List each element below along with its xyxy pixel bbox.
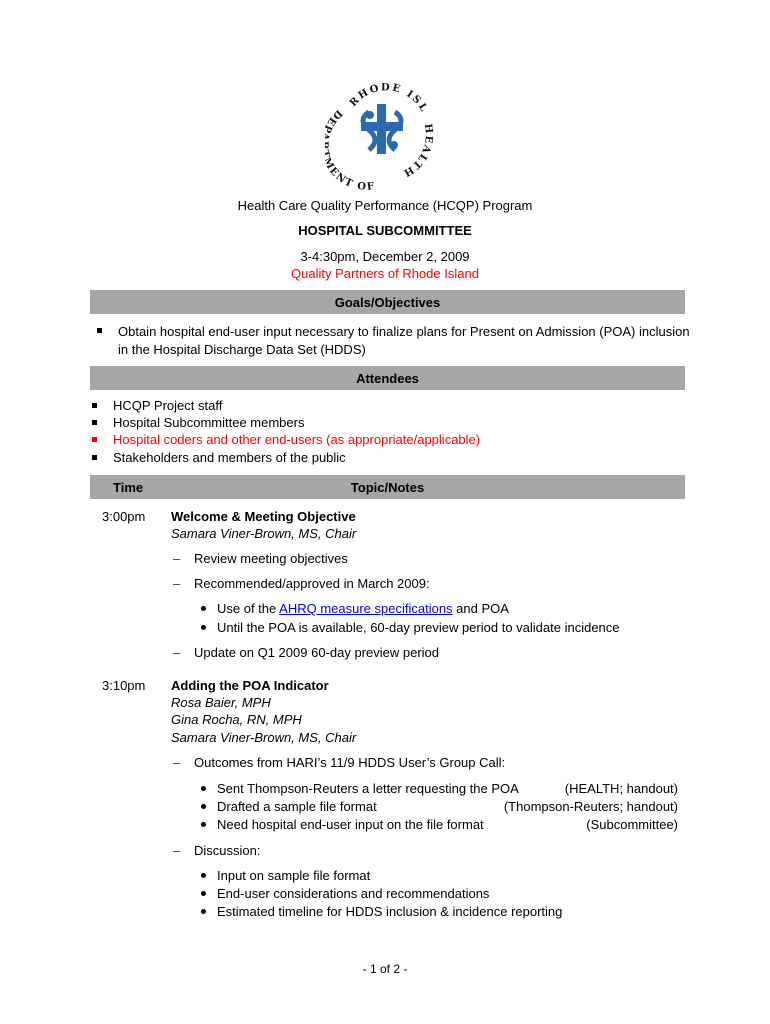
outcome-note: (HEALTH; handout) — [564, 781, 678, 796]
discussion-item: Estimated timeline for HDDS inclusion & incidence reporting — [217, 904, 563, 919]
dash-marker: – — [173, 843, 181, 858]
logo-left-text: DE ENT OF — [325, 107, 377, 190]
outcome-note: (Subcommittee) — [586, 817, 678, 832]
attendee-item: Stakeholders and members of the public — [113, 450, 346, 465]
subcommittee-title: HOSPITAL SUBCOMMITTEE — [298, 223, 472, 238]
agenda-subpoint: Use of the AHRQ measure specifications and POA — [217, 601, 509, 616]
rhode-island-department-of-health-logo — [325, 62, 445, 190]
dash-marker: – — [173, 755, 181, 770]
goal-line-1: Obtain hospital end-user input necessary to finalize plans for Present on Admission (POA) inclusion — [118, 324, 690, 339]
logo-right-text: HEALTH — [400, 123, 435, 179]
outcome-text: Drafted a sample file format — [217, 799, 377, 814]
bullet-dot-icon — [201, 804, 206, 809]
agenda-note: Outcomes from HARI’s 11/9 HDDS User’s Group Call: — [194, 755, 506, 770]
discussion-item: End-user considerations and recommendations — [217, 886, 490, 901]
bullet-dot-icon — [201, 625, 206, 630]
bullet-dot-icon — [201, 891, 206, 896]
meeting-location: Quality Partners of Rhode Island — [291, 266, 479, 281]
attendees-title: Attendees — [356, 371, 419, 386]
bullet-dot-icon — [201, 873, 206, 878]
dash-marker: – — [173, 645, 181, 660]
agenda-time: 3:10pm — [102, 678, 146, 693]
bullet-square-icon — [92, 437, 97, 442]
dash-marker: – — [173, 551, 181, 566]
bullet-dot-icon — [201, 822, 206, 827]
agenda-item-title: Adding the POA Indicator — [171, 678, 329, 693]
discussion-item: Input on sample file format — [217, 868, 371, 883]
agenda-note: Update on Q1 2009 60-day preview period — [194, 645, 439, 660]
page-number: - 1 of 2 - — [362, 962, 408, 976]
bullet-square-icon — [92, 455, 97, 460]
attendees-header-bar — [90, 366, 685, 390]
attendee-item: HCQP Project staff — [113, 398, 223, 413]
agenda-note: Review meeting objectives — [194, 551, 348, 566]
agenda-note: Recommended/approved in March 2009: — [194, 576, 430, 591]
ahrq-measure-specifications-link[interactable]: AHRQ measure specifications — [279, 601, 453, 616]
bullet-square-icon — [97, 328, 102, 333]
attendee-item: Hospital coders and other end-users (as appropriate/applicable) — [113, 432, 481, 447]
goals-title: Goals/Objectives — [334, 295, 441, 310]
program-title: Health Care Quality Performance (HCQP) Program — [237, 198, 533, 213]
topic-column-header: Topic/Notes — [350, 480, 425, 495]
agenda-note: Discussion: — [194, 843, 261, 858]
bullet-square-icon — [92, 403, 97, 408]
bullet-dot-icon — [201, 786, 206, 791]
svg-text:HEALTH — [400, 123, 434, 178]
outcome-note: (Thompson-Reuters; handout) — [503, 799, 678, 814]
agenda-time: 3:00pm — [102, 509, 146, 524]
bullet-dot-icon — [201, 606, 206, 611]
logo-top-text: RHODE ISL — [347, 82, 430, 116]
presenter-name: Gina Rocha, RN, MPH — [171, 712, 302, 727]
agenda-subpoint: Until the POA is available, 60-day preview period to validate incidence — [217, 620, 620, 635]
presenter-name: Samara Viner-Brown, MS, Chair — [171, 730, 357, 745]
outcome-text: Need hospital end-user input on the file format — [217, 817, 484, 832]
outcome-text: Sent Thompson-Reuters a letter requesting the POA — [217, 781, 519, 796]
attendee-item: Hospital Subcommittee members — [113, 415, 305, 430]
bullet-square-icon — [92, 420, 97, 425]
agenda-header-bar — [90, 475, 685, 499]
time-column-header: Time — [113, 480, 144, 495]
agenda-item-title: Welcome & Meeting Objective — [171, 509, 356, 524]
dash-marker: – — [173, 576, 181, 591]
goal-line-2: in the Hospital Discharge Data Set (HDDS) — [118, 342, 366, 357]
presenter-name: Rosa Baier, MPH — [171, 695, 271, 710]
bullet-dot-icon — [201, 909, 206, 914]
meeting-datetime: 3-4:30pm, December 2, 2009 — [300, 249, 470, 264]
goals-header-bar — [90, 290, 685, 314]
presenter-name: Samara Viner-Brown, MS, Chair — [171, 526, 357, 541]
